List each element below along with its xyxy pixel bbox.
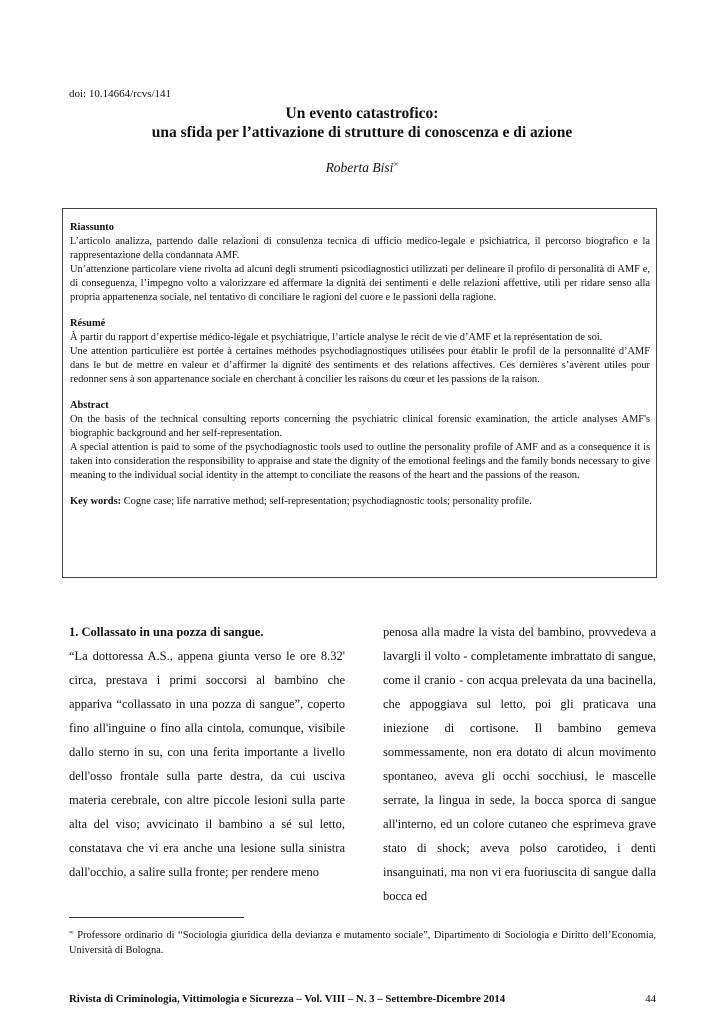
keywords-text: Cogne case; life narrative method; self-representation; psychodiagnostic tools; personality profile.: [121, 496, 532, 507]
abstract-box: [62, 208, 657, 578]
riassunto-paragraph: Un’attenzione particolare viene rivolta ad alcuni degli strumenti psicodiagnostici utilizzati per delineare il profilo di personalità di AMF e, di conseguenza, l’impegno volto a valorizzare ed affermare la dignità dei sentimenti e delle relazioni affettive, utili per ridare senso alla propria appartenenza sociale, nel tentativo di conciliare le ragioni del cuore e le passioni della ragione.: [70, 264, 650, 303]
resume-paragraph: À partir du rapport d’expertise médico-légale et psychiatrique, l’article analyse le récit de vie d’AMF et la représentation de soi.: [70, 332, 603, 343]
riassunto-paragraph: L’articolo analizza, partendo dalle relazioni di consulenza tecnica di ufficio medico-legale e psichiatrica, il percorso biografico e la rappresentazione della condannata AMF.: [70, 236, 650, 261]
footnote: [69, 926, 656, 958]
article-title-line-2: una sfida per l’attivazione di strutture di conoscenza e di azione: [151, 124, 573, 141]
riassunto-section: [70, 221, 650, 305]
footnote-text: Professore ordinario di “Sociologia giuridica della devianza e mutamento sociale”, Dipartimento di Sociologia e Diritto dell’Economia, Università di Bologna.: [69, 930, 656, 956]
body-column-right: [383, 620, 656, 908]
article-title-line-1: Un evento catastrofico:: [285, 105, 439, 122]
resume-section: [70, 317, 650, 387]
doi: doi: 10.14664/rcvs/141: [69, 88, 172, 100]
abstract-heading: Abstract: [70, 400, 109, 411]
section-title: 1. Collassato in una pozza di sangue.: [69, 625, 264, 639]
riassunto-heading: Riassunto: [70, 222, 114, 233]
author-name: Roberta Bisi: [325, 160, 394, 175]
resume-paragraph: Une attention particulière est portée à certaines méthodes psychodiagnostiques utilisées pour établir le profil de la personnalité d’AMF dans le but de mettre en valeur et d’affirmer la dignité des sentiments et des relations affectives. Ces dernières s’avèrent utiles pour redonner sens à son appartenance sociale en cherchant à concilier les raisons du cœur et les passions de la raison.: [70, 346, 650, 385]
author-footnote-mark: ∞: [393, 160, 399, 168]
keywords-label: Key words:: [70, 496, 122, 507]
body-paragraph-right: penosa alla madre la vista del bambino, provvedeva a lavargli il volto - completamente imbrattato di sangue, come il cranio - con acqua prelevata da una bacinella, che appoggiava sul letto, poi gli praticava una iniezione di cortisone. Il bambino gemeva sommessamente, non era dotato di alcun movimento spontaneo, aveva gli occhi socchiusi, le mascelle serrate, la lingua in sede, la bocca sporca di sangue all'interno, ed un colore cutaneo che esprimeva grave stato di shock; aveva polso carotideo, i denti insanguinati, ma non vi era fuoriuscita di sangue dalla bocca ed: [383, 625, 656, 903]
keywords: [70, 495, 650, 509]
resume-heading: Résumé: [70, 318, 106, 329]
author: [0, 160, 724, 176]
footnote-mark: ∞: [69, 929, 74, 936]
abstract-section: [70, 399, 650, 483]
abstract-paragraph: A special attention is paid to some of the psychodiagnostic tools used to outline the personality profile of AMF and as a consequence it is taken into consideration the responsibility to appraise and state the dignity of the emotional feelings and the family bonds necessary to give meaning to the individual social identity in the attempt to conciliate the reasons of the heart and the passions of the reason.: [70, 442, 650, 481]
body-paragraph-left: “La dottoressa A.S., appena giunta verso le ore 8.32' circa, prestava i primi soccorsi al bambino che appariva “collassato in una pozza di sangue”, coperto fino all'inguine o fino alla cintola, comunque, visibile dallo sterno in su, con una ferita importante a livello dell'osso frontale sulla parte destra, da cui usciva materia cerebrale, con altre piccole lesioni sulla parte alta del viso; avvicinato il bambino a sé sul letto, constatava che vi era anche una lesione sulla sinistra dall'occhio, a salire sulla fronte; per rendere meno: [69, 649, 345, 879]
journal-footer: Rivista di Criminologia, Vittimologia e Sicurezza – Vol. VIII – N. 3 – Settembre-Dicembre 2014: [69, 993, 506, 1005]
abstract-paragraph: On the basis of the technical consulting reports concerning the psychiatric clinical forensic examination, the article analyses AMF's biographic background and her self-representation.: [70, 414, 650, 439]
body-column-left: [69, 620, 345, 884]
page-number: 44: [645, 993, 656, 1005]
footnote-separator: [69, 917, 244, 918]
